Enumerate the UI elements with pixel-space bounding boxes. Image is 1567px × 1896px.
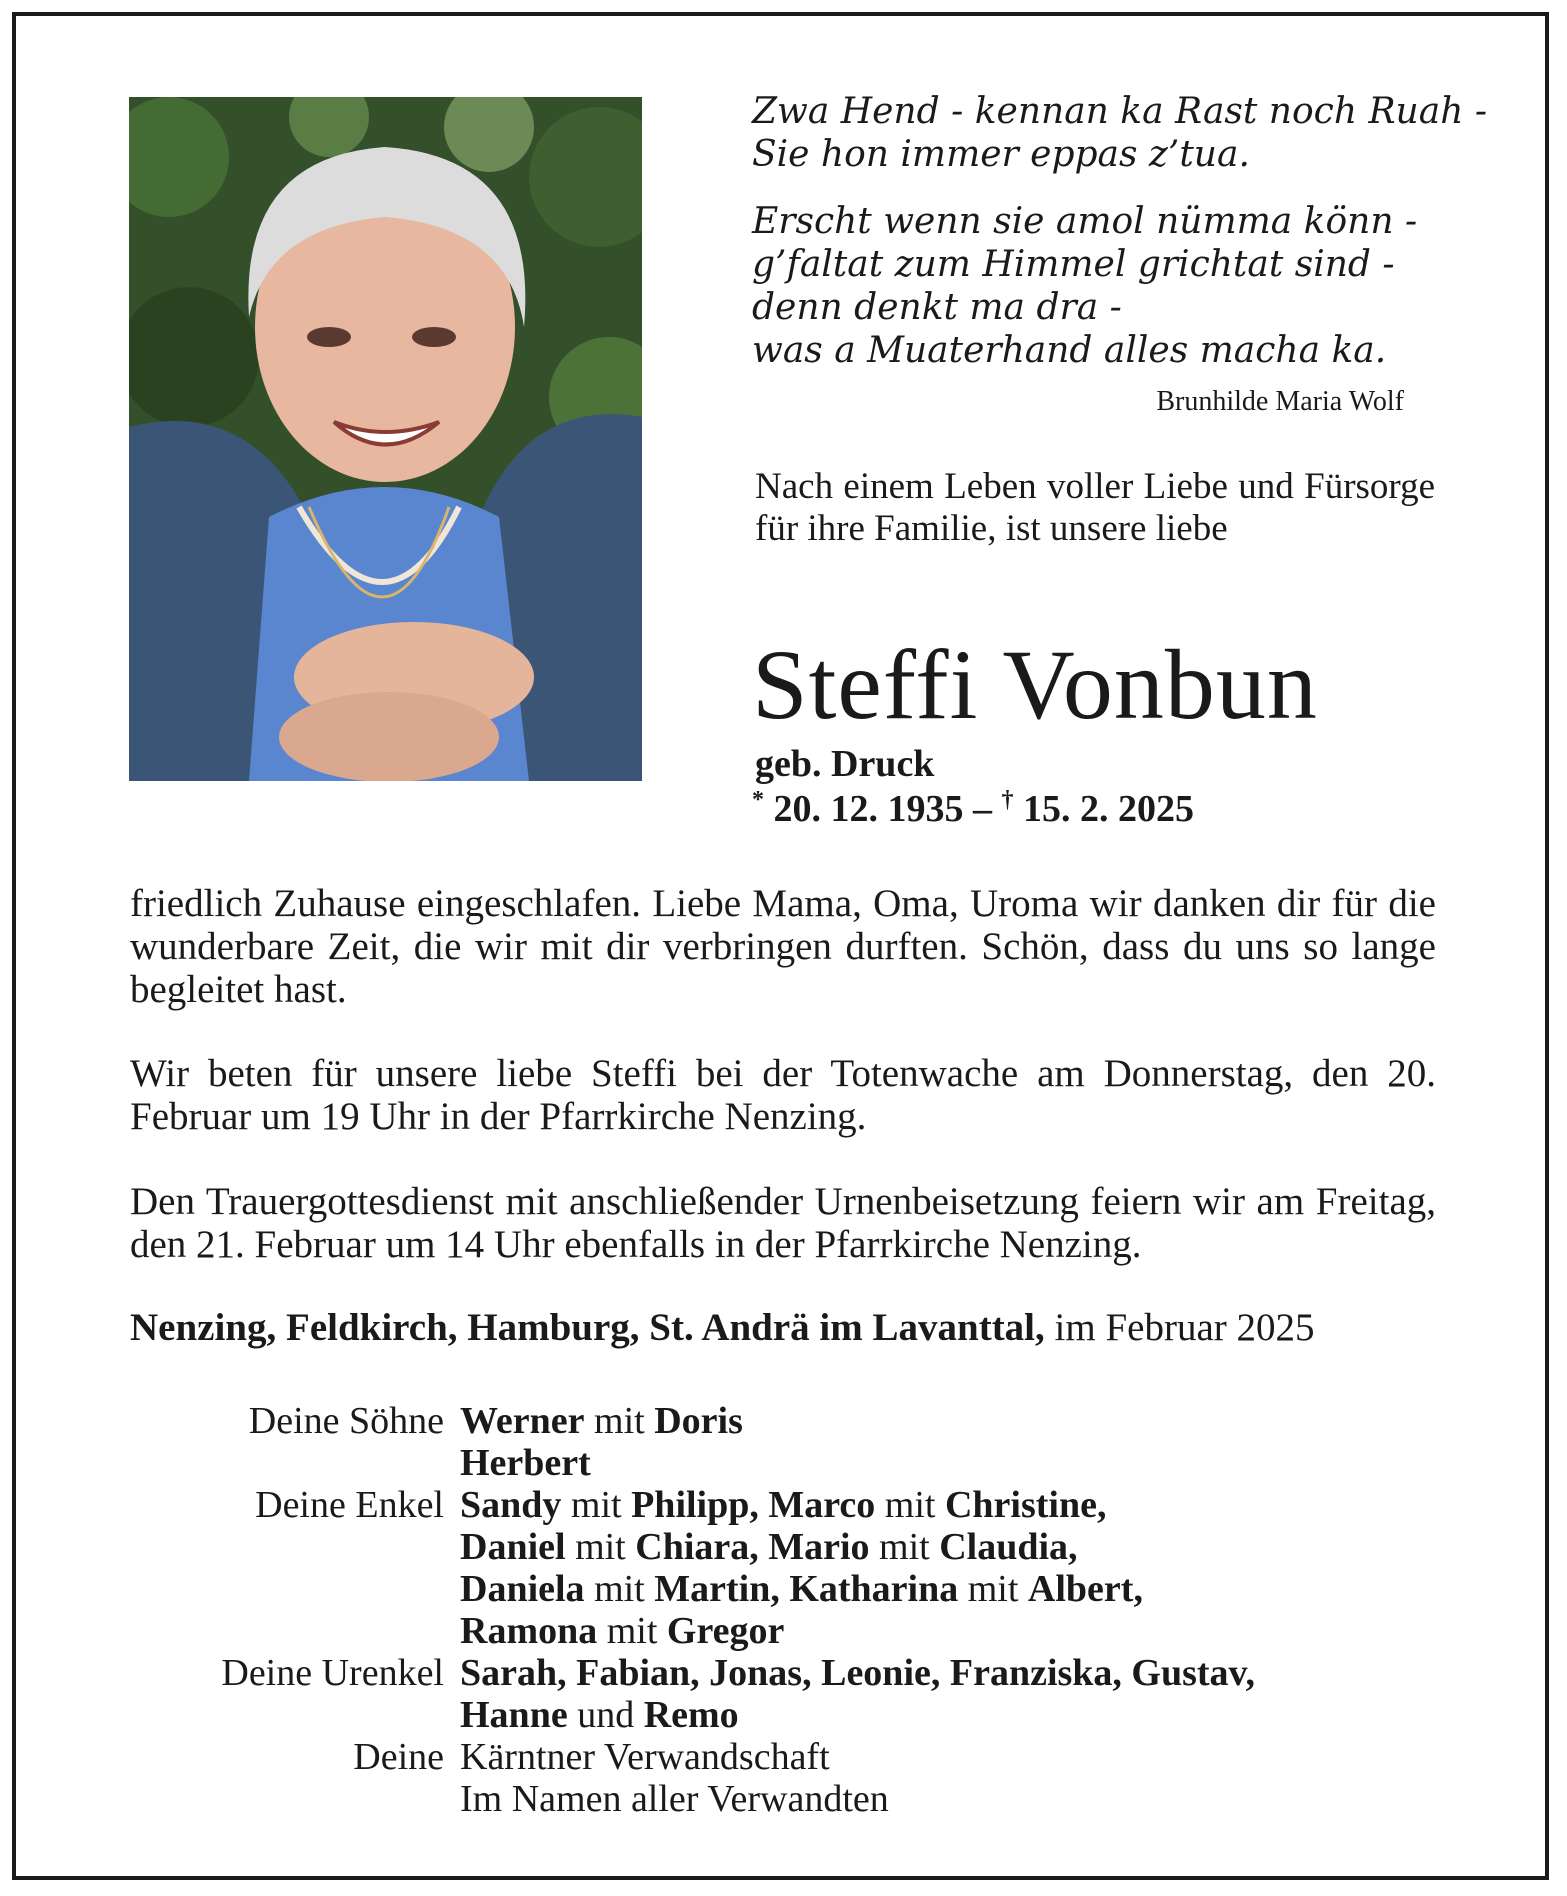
family-member-name: Daniela xyxy=(460,1568,585,1610)
family-members xyxy=(460,1652,1436,1736)
family-label: Deine Enkel xyxy=(255,1484,444,1526)
family-member-name: Ramona xyxy=(460,1610,598,1652)
family-members xyxy=(460,1400,1436,1484)
family-connector: mit xyxy=(958,1568,1028,1610)
family-line xyxy=(460,1442,1436,1484)
family-member-name: Chiara, Mario xyxy=(635,1526,870,1568)
family-members xyxy=(460,1484,1436,1652)
family-member-name: Christine, xyxy=(944,1484,1107,1526)
family-member-name: Werner xyxy=(460,1400,585,1442)
family-connector: Kärntner Verwandschaft xyxy=(460,1736,830,1778)
family-connector: mit xyxy=(565,1526,636,1568)
family-label: Deine Urenkel xyxy=(221,1652,444,1694)
family-line xyxy=(460,1568,1436,1610)
family-line xyxy=(460,1400,1436,1442)
family-connector: Im Namen aller Verwandten xyxy=(460,1778,889,1820)
family-row-relatives xyxy=(130,1736,1436,1820)
family-row-great-grandchildren xyxy=(130,1652,1436,1736)
family-member-name: Daniel xyxy=(460,1526,566,1568)
family-member-name: Sandy xyxy=(460,1484,562,1526)
family-members xyxy=(460,1736,1436,1820)
family-line xyxy=(460,1484,1436,1526)
paragraph-farewell: friedlich Zuhause eingeschlafen. Liebe Mama, Oma, Uroma wir danken dir für die wunderbare Zeit, die wir mit dir verbringen durften. Schön, dass du uns so lange begleitet hast. xyxy=(130,882,1436,1011)
family-label: Deine Söhne xyxy=(248,1400,444,1442)
family-connector: mit xyxy=(584,1400,655,1442)
poem-author: Brunhilde Maria Wolf xyxy=(1156,386,1404,417)
family-member-name: Martin, Katharina xyxy=(654,1568,959,1610)
date-separator: – xyxy=(973,788,992,830)
family-member-name: Claudia, xyxy=(939,1526,1078,1568)
family-row-sons xyxy=(130,1400,1436,1484)
death-symbol: † xyxy=(1001,787,1014,813)
family-line xyxy=(460,1694,1436,1736)
family-connector: mit xyxy=(869,1526,940,1568)
location-date-line xyxy=(130,1306,1436,1350)
family-member-name: Albert, xyxy=(1027,1568,1143,1610)
birth-symbol: * xyxy=(752,787,764,813)
family-line xyxy=(460,1610,1436,1652)
life-dates xyxy=(752,787,1194,831)
poem-line: Zwa Hend - kennan ka Rast noch Ruah - xyxy=(752,91,1487,132)
poem-line: denn denkt ma dra - xyxy=(752,287,1122,328)
family-row-grandchildren xyxy=(130,1484,1436,1652)
family-label: Deine xyxy=(353,1736,444,1778)
family-line xyxy=(460,1778,1436,1820)
family-member-name: Gregor xyxy=(666,1610,785,1652)
poem-line: g’faltat zum Himmel grichtat sind - xyxy=(752,244,1395,285)
family-member-name: Sarah, Fabian, Jonas, Leonie, Franziska, Gustav, xyxy=(460,1652,1255,1694)
portrait-photo xyxy=(129,97,642,781)
family-list xyxy=(130,1400,1436,1820)
birth-date: 20. 12. 1935 xyxy=(773,788,964,830)
family-member-name: Doris xyxy=(654,1400,743,1442)
birth-name: geb. Druck xyxy=(755,743,935,785)
places: Nenzing, Feldkirch, Hamburg, St. Andrä im Lavanttal, xyxy=(130,1306,1045,1349)
poem-line: Sie hon immer eppas z’tua. xyxy=(752,134,1250,175)
family-connector: mit xyxy=(597,1610,667,1652)
death-date: 15. 2. 2025 xyxy=(1023,788,1194,830)
intro-text: Nach einem Leben voller Liebe und Fürsorge für ihre Familie, ist unsere liebe xyxy=(755,466,1435,549)
family-line xyxy=(460,1652,1436,1694)
family-member-name: Hanne xyxy=(460,1694,568,1736)
family-member-name: Remo xyxy=(643,1694,739,1736)
poem-line: was a Muaterhand alles macha ka. xyxy=(752,330,1387,371)
poem-line: Erscht wenn sie amol nümma könn - xyxy=(752,201,1418,242)
poem xyxy=(752,90,1487,396)
family-connector: mit xyxy=(584,1568,655,1610)
announcement-date: im Februar 2025 xyxy=(1044,1306,1315,1349)
poem-stanza-1 xyxy=(752,90,1487,176)
poem-stanza-2 xyxy=(752,200,1418,372)
family-connector: mit xyxy=(875,1484,945,1526)
family-connector: mit xyxy=(561,1484,632,1526)
family-line xyxy=(460,1736,1436,1778)
family-connector: und xyxy=(567,1694,644,1736)
paragraph-vigil: Wir beten für unsere liebe Steffi bei der Totenwache am Donnerstag, den 20. Februar um 19 Uhr in der Pfarrkirche Nenzing. xyxy=(130,1052,1436,1138)
deceased-name: Steffi Vonbun xyxy=(752,629,1318,740)
family-member-name: Philipp, Marco xyxy=(631,1484,876,1526)
family-line xyxy=(460,1526,1436,1568)
family-member-name: Herbert xyxy=(460,1442,591,1484)
paragraph-funeral: Den Trauergottesdienst mit anschließender Urnenbeisetzung feiern wir am Freitag, den 21. Februar um 14 Uhr ebenfalls in der Pfarrkirche Nenzing. xyxy=(130,1180,1436,1266)
